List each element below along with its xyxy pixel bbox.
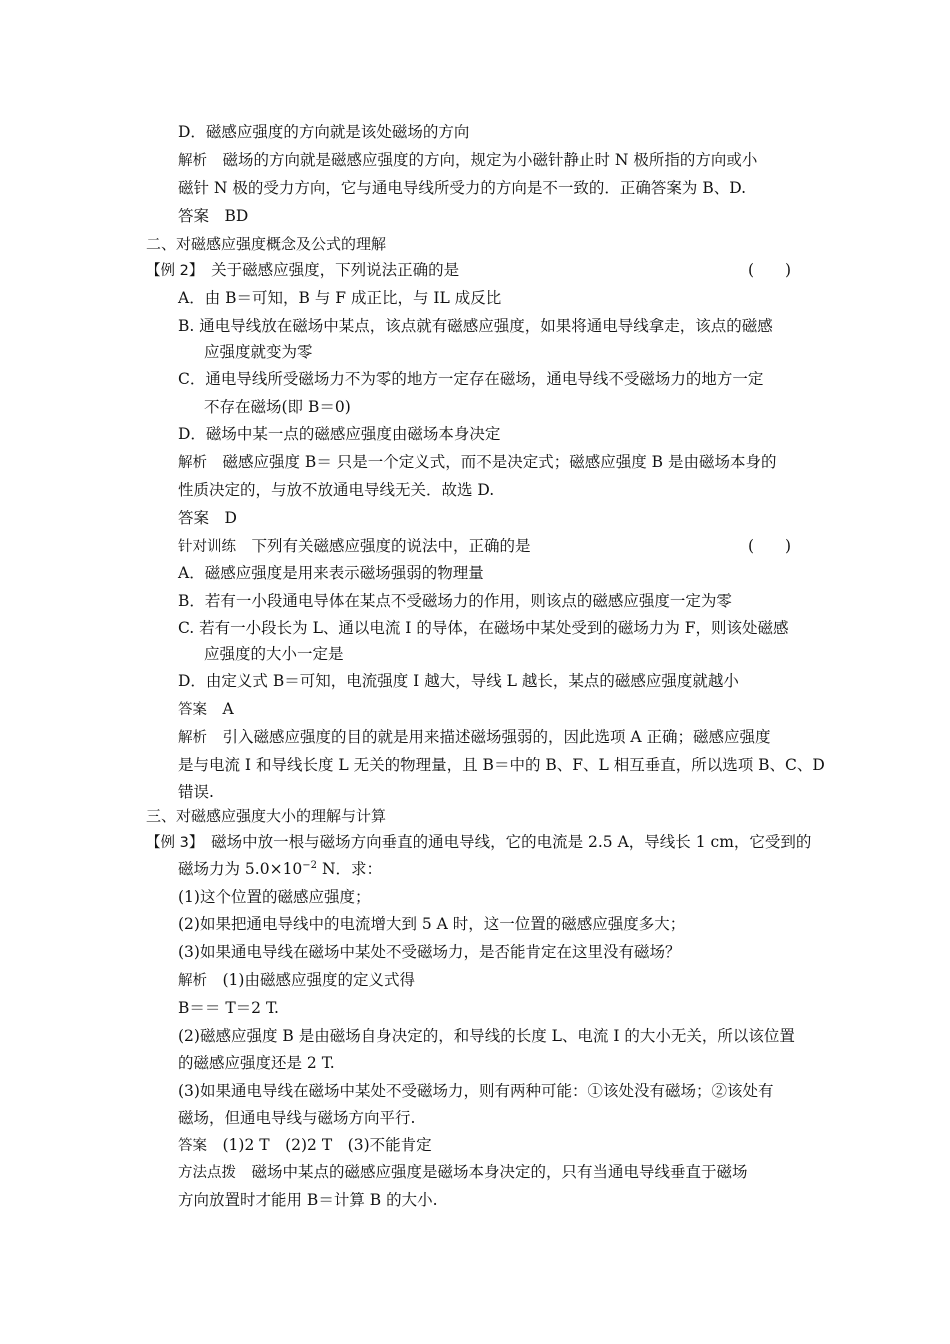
example3-analysis-text: (1)由磁感应强度的定义式得 <box>222 971 415 989</box>
intro-analysis-label: 解析 <box>178 153 207 169</box>
section3-heading: 三、对磁感应强度大小的理解与计算 <box>146 807 387 825</box>
example2-option-c-line1: C．通电导线所受磁场力不为零的地方一定存在磁场，通电导线不受磁场力的地方一定 <box>178 370 764 388</box>
example3-question-line2 <box>178 858 382 880</box>
example3-analysis-2b: 的磁感应强度还是 2 T. <box>178 1054 335 1072</box>
example2-option-d: D．磁场中某一点的磁感应强度由磁场本身决定 <box>178 425 501 443</box>
section2-heading: 二、对磁感应强度概念及公式的理解 <box>146 235 387 253</box>
example3-analysis-3b: 磁场，但通电导线与磁场方向平行. <box>178 1109 416 1127</box>
example3-question-text: 磁场中放一根与磁场方向垂直的通电导线，它的电流是 2.5 A，导线长 1 cm，它受到的 <box>211 833 812 851</box>
example2-blank: ( ) <box>748 261 792 279</box>
practice-answer-value: A <box>222 700 234 718</box>
example3-analysis-line1 <box>178 969 415 992</box>
intro-answer-label: 答案 <box>178 207 210 225</box>
practice-question <box>178 535 531 558</box>
example3-analysis-2a: (2)磁感应强度 B 是由磁场自身决定的，和导线的长度 L、电流 I 的大小无关，所以该位置 <box>178 1027 795 1045</box>
practice-answer-label: 答案 <box>178 702 207 718</box>
intro-analysis-line1 <box>178 149 757 172</box>
practice-option-a: A．磁感应强度是用来表示磁场强弱的物理量 <box>178 564 484 582</box>
example2-option-c-line2: 不存在磁场(即 B＝0) <box>204 398 351 416</box>
example3-formula: B＝＝ T＝2 T. <box>178 999 279 1017</box>
example2-answer-value: D <box>224 509 237 527</box>
practice-tag: 针对训练 <box>178 539 236 555</box>
practice-option-b: B．若有一小段通电导体在某点不受磁场力的作用，则该点的磁感应强度一定为零 <box>178 592 732 610</box>
practice-blank: ( ) <box>748 537 792 555</box>
intro-analysis-line2: 磁针 N 极的受力方向，它与通电导线所受力的方向是不一致的．正确答案为 B、D. <box>178 179 747 197</box>
example3-analysis-3a: (3)如果通电导线在磁场中某处不受磁场力，则有两种可能：①该处没有磁场；②该处有 <box>178 1082 774 1100</box>
practice-question-text: 下列有关磁感应强度的说法中，正确的是 <box>251 537 531 555</box>
example2-option-a: A．由 B＝可知，B 与 F 成正比，与 IL 成反比 <box>178 289 502 307</box>
practice-answer <box>178 698 234 721</box>
example3-tip-line1 <box>178 1161 748 1184</box>
example3-sub3: (3)如果通电导线在磁场中某处不受磁场力，是否能肯定在这里没有磁场？ <box>178 943 681 961</box>
example2-answer <box>178 507 237 529</box>
practice-analysis-label: 解析 <box>178 730 207 746</box>
example2-analysis-line2: 性质决定的，与放不放通电导线无关．故选 D. <box>178 481 495 499</box>
example3-answer-value: (1)2 T (2)2 T (3)不能肯定 <box>222 1136 432 1154</box>
intro-analysis-text: 磁场的方向就是磁感应强度的方向，规定为小磁针静止时 N 极所指的方向或小 <box>222 151 758 169</box>
example3-tag: 【例 3】 <box>146 835 204 851</box>
example2-analysis-line1 <box>178 451 777 474</box>
example3-question-line2a: 磁场力为 5.0×10 <box>178 860 303 878</box>
example2-option-b-line1: B. 通电导线放在磁场中某点，该点就有磁感应强度，如果将通电导线拿走，该点的磁感 <box>178 317 773 335</box>
intro-option-d: D．磁感应强度的方向就是该处磁场的方向 <box>178 123 470 141</box>
example3-tip-label: 方法点拨 <box>178 1165 236 1181</box>
example3-answer-label: 答案 <box>178 1138 207 1154</box>
example3-tip-text: 磁场中某点的磁感应强度是磁场本身决定的，只有当通电导线垂直于磁场 <box>251 1163 748 1181</box>
practice-option-c-line2: 应强度的大小一定是 <box>204 645 344 663</box>
example3-answer <box>178 1134 432 1157</box>
practice-analysis-line1 <box>178 726 771 749</box>
practice-analysis-line2: 是与电流 I 和导线长度 L 无关的物理量，且 B＝中的 B、F、L 相互垂直，所以选项 B、C、D <box>178 756 825 774</box>
example2-analysis-label: 解析 <box>178 455 207 471</box>
example2-question <box>146 259 459 282</box>
practice-analysis-text: 引入磁感应强度的目的就是用来描述磁场强弱的，因此选项 A 正确；磁感应强度 <box>222 728 771 746</box>
example3-sub1: (1)这个位置的磁感应强度； <box>178 888 371 906</box>
example3-question-line2b: N．求： <box>317 860 383 878</box>
example2-question-text: 关于磁感应强度，下列说法正确的是 <box>211 261 460 279</box>
intro-answer-value: BD <box>224 207 249 225</box>
practice-option-d: D．由定义式 B＝可知，电流强度 I 越大，导线 L 越长，某点的磁感应强度就越小 <box>178 672 739 690</box>
practice-option-c-line1: C. 若有一小段长为 L、通以电流 I 的导体，在磁场中某处受到的磁场力为 F，则该处磁感 <box>178 619 789 637</box>
example2-option-b-line2: 应强度就变为零 <box>204 343 313 361</box>
practice-analysis-line3: 错误. <box>178 783 214 801</box>
example3-analysis-label: 解析 <box>178 973 207 989</box>
example3-question-line1 <box>146 831 811 854</box>
intro-answer <box>178 205 248 227</box>
example2-tag: 【例 2】 <box>146 263 204 279</box>
example3-tip-line2: 方向放置时才能用 B＝计算 B 的大小. <box>178 1191 438 1209</box>
example3-exponent: −2 <box>302 860 318 871</box>
example3-sub2: (2)如果把通电导线中的电流增大到 5 A 时，这一位置的磁感应强度多大； <box>178 915 686 933</box>
example2-answer-label: 答案 <box>178 509 210 527</box>
example2-analysis-text: 磁感应强度 B＝ 只是一个定义式，而不是决定式；磁感应强度 B 是由磁场本身的 <box>222 453 777 471</box>
